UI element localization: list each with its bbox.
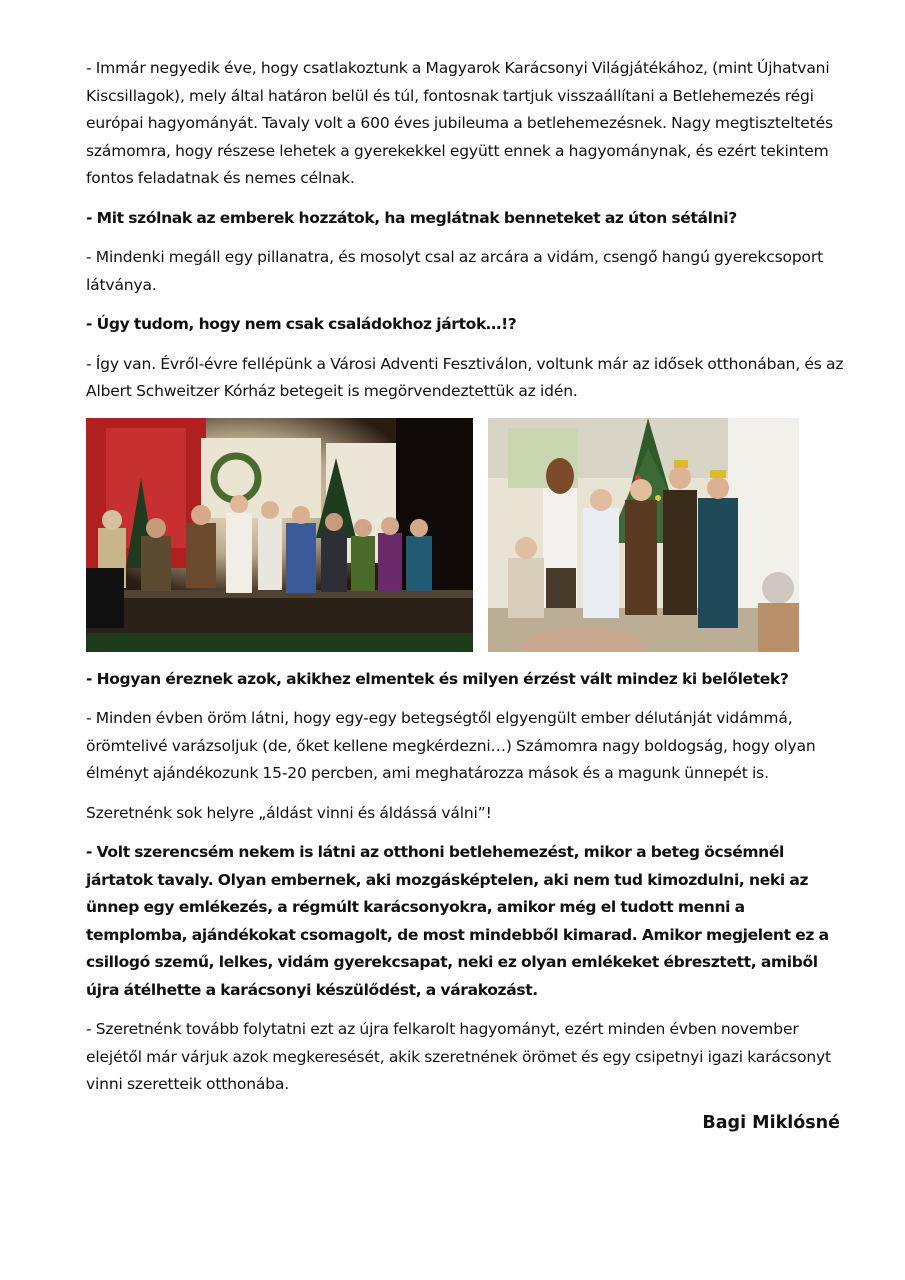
article-bottom-section xyxy=(86,666,846,1099)
answer-paragraph: - Így van. Évről-évre fellépünk a Városi Adventi Fesztiválon, voltunk már az idősek otthonában, és az Albert Schweitzer Kórház betegeit is megörvendeztettük az idén. xyxy=(86,354,844,400)
answer-paragraph: - Mindenki megáll egy pillanatra, és mosolyt csal az arcára a vidám, csengő hangú gyerekcsoport látványa. xyxy=(86,248,824,294)
question-paragraph: - Úgy tudom, hogy nem csak családokhoz jártok…!? xyxy=(86,315,517,333)
answer-paragraph: - Szeretnénk tovább folytatni ezt az újra felkarolt hagyományt, ezért minden évben november elejétől már várjuk azok megkeresését, akik szeretnének örömet és egy csipetnyi igazi karácsonyt vinni szeretteik otthonába. xyxy=(86,1020,831,1093)
hospital-nativity-photo xyxy=(488,418,799,652)
photo-row xyxy=(86,418,846,652)
stage-nativity-photo xyxy=(86,418,473,652)
answer-paragraph: - Minden évben öröm látni, hogy egy-egy betegségtől elgyengült ember délutánját vidámmá, örömtelivé varázsoljuk (de, őket kellene megkérdezni…) Számomra nagy boldogság, hogy olyan élményt ajándékozunk 15-20 percben, ami meghatározza mások és a magunk ünnepét is. xyxy=(86,709,816,782)
question-paragraph: - Volt szerencsém nekem is látni az otthoni betlehemezést, mikor a beteg öcsémnél jártatok tavaly. Olyan embernek, aki mozgásképtelen, aki nem tud kimozdulni, neki az ünnep egy emlékezés, a régmúlt karácsonyokra, amikor még el tudott menni a templomba, ajándékokat csomagolt, de most mindebből kimarad. Amikor megjelent ez a csillogó szemű, lelkes, vidám gyerekcsapat, neki ez olyan emlékeket ébresztett, amiből újra átélhette a karácsonyi készülődést, a várakozást. xyxy=(86,843,829,999)
article-top-section xyxy=(86,55,846,406)
answer-paragraph: - Immár negyedik éve, hogy csatlakoztunk a Magyarok Karácsonyi Világjátékához, (mint Újhatvani Kiscsillagok), mely által határon belül és túl, fontosnak tartjuk visszaállítani a Betlehemezés régi európai hagyományát. Tavaly volt a 600 éves jubileuma a betlehemezésnek. Nagy megtiszteltetés számomra, hogy részese lehetek a gyerekekkel együtt ennek a hagyománynak, és ezért tekintem fontos feladatnak és nemes célnak. xyxy=(86,59,833,187)
author-signature: Bagi Miklósné xyxy=(702,1112,840,1133)
article xyxy=(86,55,846,1133)
question-paragraph: - Mit szólnak az emberek hozzátok, ha meglátnak benneteket az úton sétálni? xyxy=(86,208,737,227)
question-paragraph: - Hogyan éreznek azok, akikhez elmentek és milyen érzést vált mindez ki belőletek? xyxy=(86,669,789,688)
answer-paragraph: Szeretnénk sok helyre „áldást vinni és áldássá válni”! xyxy=(86,803,492,822)
